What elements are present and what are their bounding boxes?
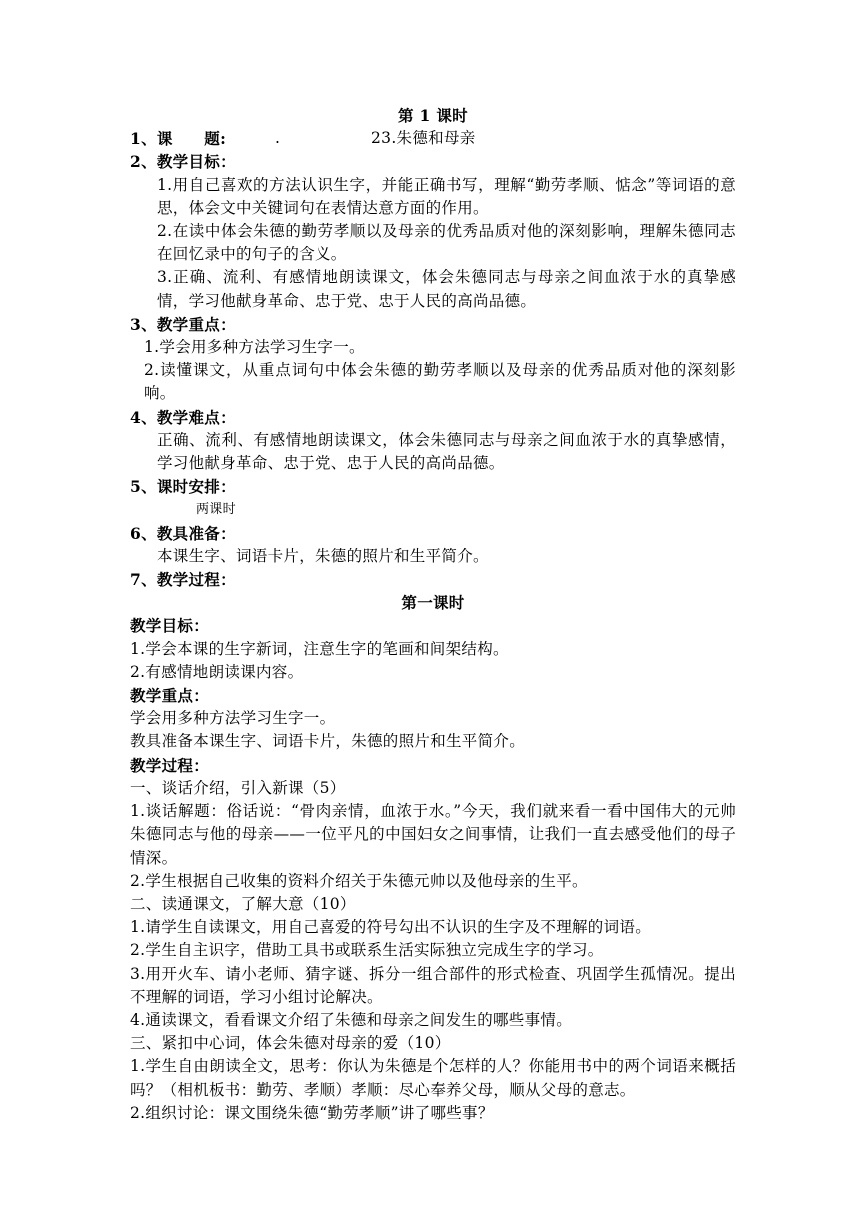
lesson1-key-heading: 教学重点： xyxy=(130,686,210,706)
materials-text: 本课生字、词语卡片，朱德的照片和生平简介。 xyxy=(157,546,489,565)
lesson1-title: 第一课时 xyxy=(401,593,465,613)
key-point-2: 2.读懂课文，从重点词句中体会朱德的勤劳孝顺以及母亲的优秀品质对他的深刻影响。 xyxy=(144,361,736,403)
topic-dot: . xyxy=(275,129,281,148)
difficulties-heading: 4、教学难点： xyxy=(130,407,236,427)
topic-label: 1、课 题: xyxy=(130,129,227,149)
lesson1-goal-2: 2.有感情地朗读课内容。 xyxy=(130,662,304,681)
goals-heading: 2、教学目标： xyxy=(130,152,236,172)
goal-item-1: 1.用自己喜欢的方法认识生字，并能正确书写，理解“勤劳孝顺、惦念”等词语的意思，体会文中关键词句在表情达意方面的作用。 xyxy=(157,175,736,217)
section-2-title: 二、读通课文，了解大意（10） xyxy=(130,894,356,913)
section-1-paragraph-2: 2.学生根据自己收集的资料介绍关于朱德元帅以及他母亲的生平。 xyxy=(130,871,588,890)
process-heading: 7、教学过程： xyxy=(130,570,236,590)
lesson1-process-heading: 教学过程： xyxy=(130,755,210,775)
section-3-title: 三、紧扣中心词，体会朱德对母亲的爱（10） xyxy=(130,1034,451,1053)
lesson1-goals-heading: 教学目标： xyxy=(130,616,210,636)
topic-value: 23.朱德和母亲 xyxy=(371,129,476,148)
lesson1-materials-text: 教具准备本课生字、词语卡片，朱德的照片和生平简介。 xyxy=(130,732,526,751)
goal-item-3: 3.正确、流利、有感情地朗读课文，体会朱德同志与母亲之间血浓于水的真挚感情，学习他献身革命、忠于党、忠于人民的高尚品德。 xyxy=(157,268,736,310)
schedule-text: 两课时 xyxy=(196,502,236,518)
page-title: 第 1 课时 xyxy=(398,106,468,125)
section-2-paragraph-3: 3.用开火车、请小老师、猜字谜、拆分一组合部件的形式检查、巩固学生孤情况。提出不理解的词语，学习小组讨论解决。 xyxy=(130,964,736,1006)
document-page xyxy=(130,104,736,1125)
section-2-paragraph-1: 1.请学生自读课文，用自己喜爱的符号勾出不认识的生字及不理解的词语。 xyxy=(130,918,651,937)
lesson1-key-text: 学会用多种方法学习生字一。 xyxy=(130,709,336,728)
difficulties-text: 正确、流利、有感情地朗读课文，体会朱德同志与母亲之间血浓于水的真挚感情，学习他献身革命、忠于党、忠于人民的高尚品德。 xyxy=(157,430,736,473)
schedule-heading: 5、课时安排： xyxy=(130,477,236,497)
section-2-paragraph-2: 2.学生自主识字，借助工具书或联系生活实际独立完成生字的学习。 xyxy=(130,941,604,960)
section-3-paragraph-1: 1.学生自由朗读全文，思考：你认为朱德是个怎样的人？你能用书中的两个词语来概括吗？（相机板书：勤劳、孝顺）孝顺：尽心奉养父母，顺从父母的意志。 xyxy=(130,1057,736,1099)
goal-item-2: 2.在读中体会朱德的勤劳孝顺以及母亲的优秀品质对他的深刻影响，理解朱德同志在回忆录中的句子的含义。 xyxy=(157,222,736,264)
section-1-title: 一、谈话介绍，引入新课（5） xyxy=(130,778,346,797)
topic-row xyxy=(130,127,736,150)
lesson1-goal-1: 1.学会本课的生字新词，注意生字的笔画和间架结构。 xyxy=(130,639,509,658)
section-2-paragraph-4: 4.通读课文，看看课文介绍了朱德和母亲之间发生的哪些事情。 xyxy=(130,1010,572,1029)
key-points-heading: 3、教学重点： xyxy=(130,314,236,334)
section-3-paragraph-2: 2.组织讨论：课文围绕朱德“勤劳孝顺”讲了哪些事？ xyxy=(130,1103,494,1122)
section-1-paragraph-1: 1.谈话解题：俗话说：“骨肉亲情，血浓于水。”今天，我们就来看一看中国伟大的元帅朱德同志与他的母亲——一位平凡的中国妇女之间事情，让我们一直去感受他们的母子情深。 xyxy=(130,802,736,867)
materials-heading: 6、教具准备： xyxy=(130,523,236,543)
key-point-1: 1.学会用多种方法学习生字一。 xyxy=(144,338,365,357)
